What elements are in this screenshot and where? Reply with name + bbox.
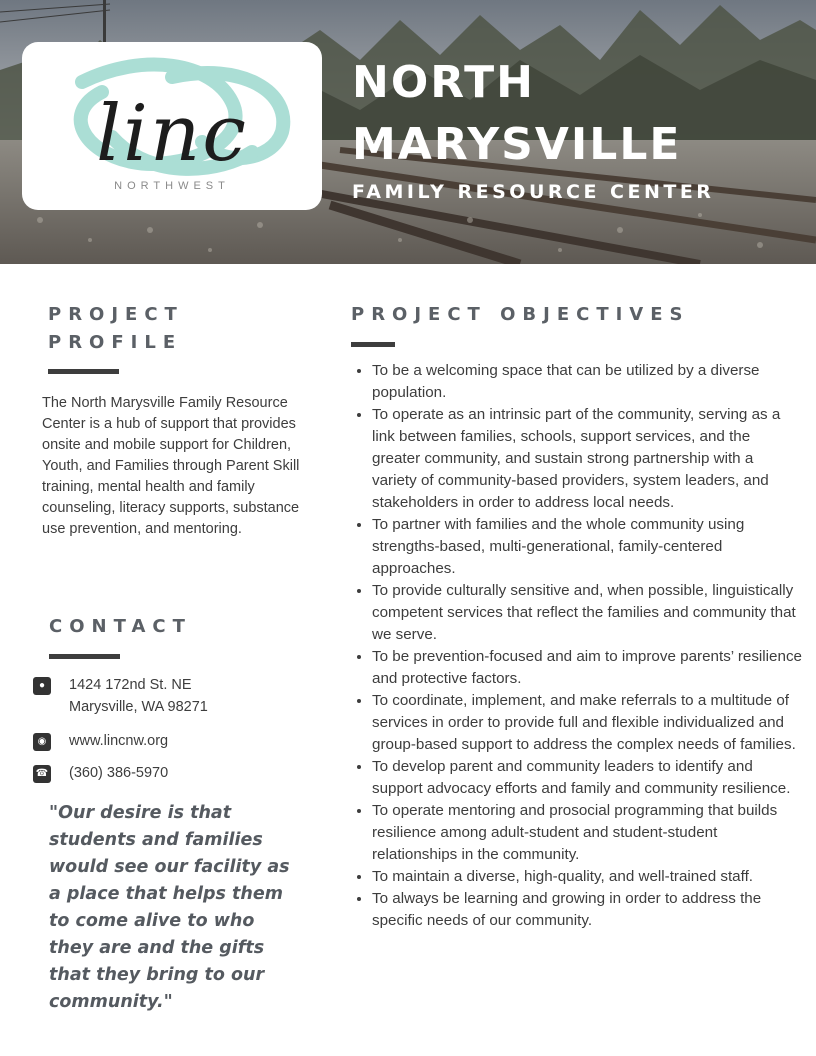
objective-item: • To be prevention-focused and aim to improve parents’ resilience and protective factors.	[372, 646, 802, 690]
objective-item: • To develop parent and community leaders to identify and support advocacy efforts and family and community resilience.	[372, 756, 802, 800]
objective-item: • To be a welcoming space that can be utilized by a diverse population.	[372, 360, 802, 404]
page-title	[352, 52, 681, 176]
location-pin-icon: ●	[33, 677, 51, 695]
project-objectives-heading: PROJECT OBJECTIVES	[351, 304, 690, 325]
profile-divider	[48, 369, 119, 374]
objective-item: • To operate mentoring and prosocial programming that builds resilience among adult-student and student-student relationships in the community.	[372, 800, 802, 866]
website-link[interactable]: www.lincnw.org	[69, 733, 169, 749]
logo-wordmark: linc	[96, 89, 248, 179]
mission-quote: "Our desire is that students and families would see our facility as a place that helps them to come alive to who they are and the gifts that they bring to our community."	[49, 803, 290, 1012]
logo-subtitle: NORTHWEST	[114, 180, 230, 192]
objective-item: • To maintain a diverse, high-quality, and well-trained staff.	[372, 866, 802, 888]
objective-item: • To always be learning and growing in order to address the specific needs of our community.	[372, 888, 802, 932]
title-line-2: MARYSVILLE	[352, 119, 682, 170]
title-line-1: NORTH	[352, 57, 535, 108]
profile-heading-line-1: PROJECT	[48, 304, 184, 325]
address-line-2: Marysville, WA 98271	[69, 699, 208, 715]
objective-item: • To partner with families and the whole community using strengths-based, multi-generational, family-centered approaches.	[372, 514, 802, 580]
project-profile-heading	[48, 301, 184, 357]
profile-heading-line-2: PROFILE	[48, 332, 183, 353]
objective-item: • To operate as an intrinsic part of the community, serving as a link between families, schools, support services, and the greater community, and sustain strong partnership with a variety of community-based providers, system leaders, and stakeholders in order to address local needs.	[372, 404, 802, 514]
objective-item: • To provide culturally sensitive and, when possible, linguistically competent services that reflect the families and community that we serve.	[372, 580, 802, 646]
logo-card	[22, 42, 322, 210]
project-profile-text: The North Marysville Family Resource Center is a hub of support that provides onsite and mobile support for Children, Youth, and Families through Parent Skill training, mental health and family counseling, literacy supports, substance use prevention, and mentoring.	[42, 395, 300, 537]
phone-icon: ☎	[33, 765, 51, 783]
objective-item: • To coordinate, implement, and make referrals to a multitude of services in order to provide full and flexible individualized and group-based support to address the complex needs of families.	[372, 690, 802, 756]
contact-heading: CONTACT	[49, 616, 192, 637]
objectives-list	[352, 360, 802, 932]
globe-icon: ◉	[33, 733, 51, 751]
header-banner	[0, 0, 816, 264]
phone-number: (360) 386-5970	[69, 765, 169, 781]
page-subtitle: FAMILY RESOURCE CENTER	[352, 181, 715, 203]
contact-divider	[49, 654, 120, 659]
address-line-1: 1424 172nd St. NE	[69, 677, 192, 693]
objectives-divider	[351, 342, 395, 347]
